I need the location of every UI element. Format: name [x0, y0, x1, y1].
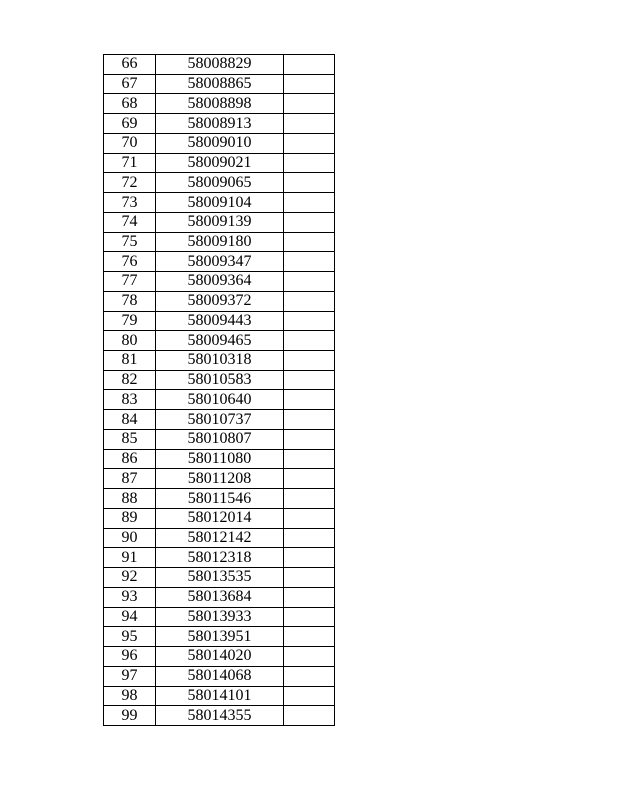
row-number-cell: 74	[104, 212, 156, 232]
table-row	[104, 153, 335, 173]
blank-cell	[284, 528, 335, 548]
blank-cell	[284, 232, 335, 252]
row-number-cell: 69	[104, 114, 156, 134]
id-number-cell: 58013684	[156, 587, 284, 607]
row-number-cell: 84	[104, 410, 156, 430]
blank-cell	[284, 607, 335, 627]
id-number-cell: 58014020	[156, 647, 284, 667]
id-number-cell: 58008898	[156, 94, 284, 114]
table-row	[104, 410, 335, 430]
blank-cell	[284, 212, 335, 232]
id-number-cell: 58009065	[156, 173, 284, 193]
blank-cell	[284, 508, 335, 528]
table-row	[104, 587, 335, 607]
blank-cell	[284, 666, 335, 686]
table-row	[104, 74, 335, 94]
table-row	[104, 489, 335, 509]
id-number-cell: 58011208	[156, 469, 284, 489]
row-number-cell: 79	[104, 311, 156, 331]
id-number-cell: 58013933	[156, 607, 284, 627]
blank-cell	[284, 55, 335, 75]
table-row	[104, 666, 335, 686]
row-number-cell: 82	[104, 370, 156, 390]
row-number-cell: 71	[104, 153, 156, 173]
id-number-cell: 58009180	[156, 232, 284, 252]
id-number-cell: 58014355	[156, 706, 284, 726]
blank-cell	[284, 351, 335, 371]
table-row	[104, 607, 335, 627]
id-number-cell: 58010583	[156, 370, 284, 390]
row-number-cell: 88	[104, 489, 156, 509]
table-row	[104, 94, 335, 114]
row-number-cell: 77	[104, 272, 156, 292]
id-number-cell: 58012142	[156, 528, 284, 548]
row-number-cell: 75	[104, 232, 156, 252]
id-number-cell: 58011080	[156, 449, 284, 469]
table-row	[104, 548, 335, 568]
table-row	[104, 232, 335, 252]
row-number-cell: 70	[104, 133, 156, 153]
id-number-cell: 58009021	[156, 153, 284, 173]
blank-cell	[284, 429, 335, 449]
id-number-cell: 58014101	[156, 686, 284, 706]
table-row	[104, 173, 335, 193]
table-row	[104, 272, 335, 292]
row-number-cell: 81	[104, 351, 156, 371]
blank-cell	[284, 706, 335, 726]
table-row	[104, 252, 335, 272]
blank-cell	[284, 627, 335, 647]
blank-cell	[284, 114, 335, 134]
blank-cell	[284, 193, 335, 213]
row-number-cell: 98	[104, 686, 156, 706]
id-number-cell: 58008913	[156, 114, 284, 134]
blank-cell	[284, 568, 335, 588]
id-number-cell: 58009139	[156, 212, 284, 232]
id-number-cell: 58012014	[156, 508, 284, 528]
blank-cell	[284, 647, 335, 667]
blank-cell	[284, 252, 335, 272]
row-number-cell: 67	[104, 74, 156, 94]
blank-cell	[284, 449, 335, 469]
blank-cell	[284, 291, 335, 311]
row-number-cell: 80	[104, 331, 156, 351]
blank-cell	[284, 74, 335, 94]
data-table	[103, 54, 335, 726]
row-number-cell: 94	[104, 607, 156, 627]
row-number-cell: 66	[104, 55, 156, 75]
table-row	[104, 469, 335, 489]
id-number-cell: 58009372	[156, 291, 284, 311]
table-row	[104, 429, 335, 449]
table-row	[104, 390, 335, 410]
blank-cell	[284, 331, 335, 351]
id-number-cell: 58008829	[156, 55, 284, 75]
row-number-cell: 86	[104, 449, 156, 469]
blank-cell	[284, 173, 335, 193]
table-row	[104, 291, 335, 311]
blank-cell	[284, 311, 335, 331]
blank-cell	[284, 370, 335, 390]
blank-cell	[284, 489, 335, 509]
row-number-cell: 93	[104, 587, 156, 607]
row-number-cell: 91	[104, 548, 156, 568]
row-number-cell: 78	[104, 291, 156, 311]
row-number-cell: 92	[104, 568, 156, 588]
table-row	[104, 212, 335, 232]
blank-cell	[284, 548, 335, 568]
table-row	[104, 627, 335, 647]
row-number-cell: 97	[104, 666, 156, 686]
row-number-cell: 76	[104, 252, 156, 272]
table-body	[104, 55, 335, 726]
id-number-cell: 58014068	[156, 666, 284, 686]
table-row	[104, 133, 335, 153]
row-number-cell: 73	[104, 193, 156, 213]
table-row	[104, 114, 335, 134]
id-number-cell: 58013951	[156, 627, 284, 647]
table-row	[104, 193, 335, 213]
table-row	[104, 311, 335, 331]
id-number-cell: 58012318	[156, 548, 284, 568]
blank-cell	[284, 390, 335, 410]
row-number-cell: 85	[104, 429, 156, 449]
id-number-cell: 58010318	[156, 351, 284, 371]
row-number-cell: 87	[104, 469, 156, 489]
table-row	[104, 508, 335, 528]
row-number-cell: 89	[104, 508, 156, 528]
id-number-cell: 58009104	[156, 193, 284, 213]
row-number-cell: 95	[104, 627, 156, 647]
blank-cell	[284, 587, 335, 607]
blank-cell	[284, 133, 335, 153]
id-number-cell: 58009347	[156, 252, 284, 272]
id-number-cell: 58010807	[156, 429, 284, 449]
id-number-cell: 58008865	[156, 74, 284, 94]
table-row	[104, 706, 335, 726]
table-row	[104, 686, 335, 706]
table-row	[104, 351, 335, 371]
row-number-cell: 72	[104, 173, 156, 193]
id-number-cell: 58010640	[156, 390, 284, 410]
blank-cell	[284, 469, 335, 489]
row-number-cell: 99	[104, 706, 156, 726]
id-number-cell: 58011546	[156, 489, 284, 509]
id-number-cell: 58009465	[156, 331, 284, 351]
row-number-cell: 83	[104, 390, 156, 410]
blank-cell	[284, 272, 335, 292]
id-number-cell: 58009010	[156, 133, 284, 153]
blank-cell	[284, 153, 335, 173]
id-number-cell: 58010737	[156, 410, 284, 430]
table-row	[104, 331, 335, 351]
table-row	[104, 647, 335, 667]
row-number-cell: 96	[104, 647, 156, 667]
id-number-cell: 58013535	[156, 568, 284, 588]
table-row	[104, 55, 335, 75]
table-row	[104, 568, 335, 588]
row-number-cell: 90	[104, 528, 156, 548]
blank-cell	[284, 686, 335, 706]
table-row	[104, 449, 335, 469]
table-row	[104, 528, 335, 548]
row-number-cell: 68	[104, 94, 156, 114]
id-number-cell: 58009364	[156, 272, 284, 292]
table-row	[104, 370, 335, 390]
blank-cell	[284, 410, 335, 430]
blank-cell	[284, 94, 335, 114]
id-number-cell: 58009443	[156, 311, 284, 331]
